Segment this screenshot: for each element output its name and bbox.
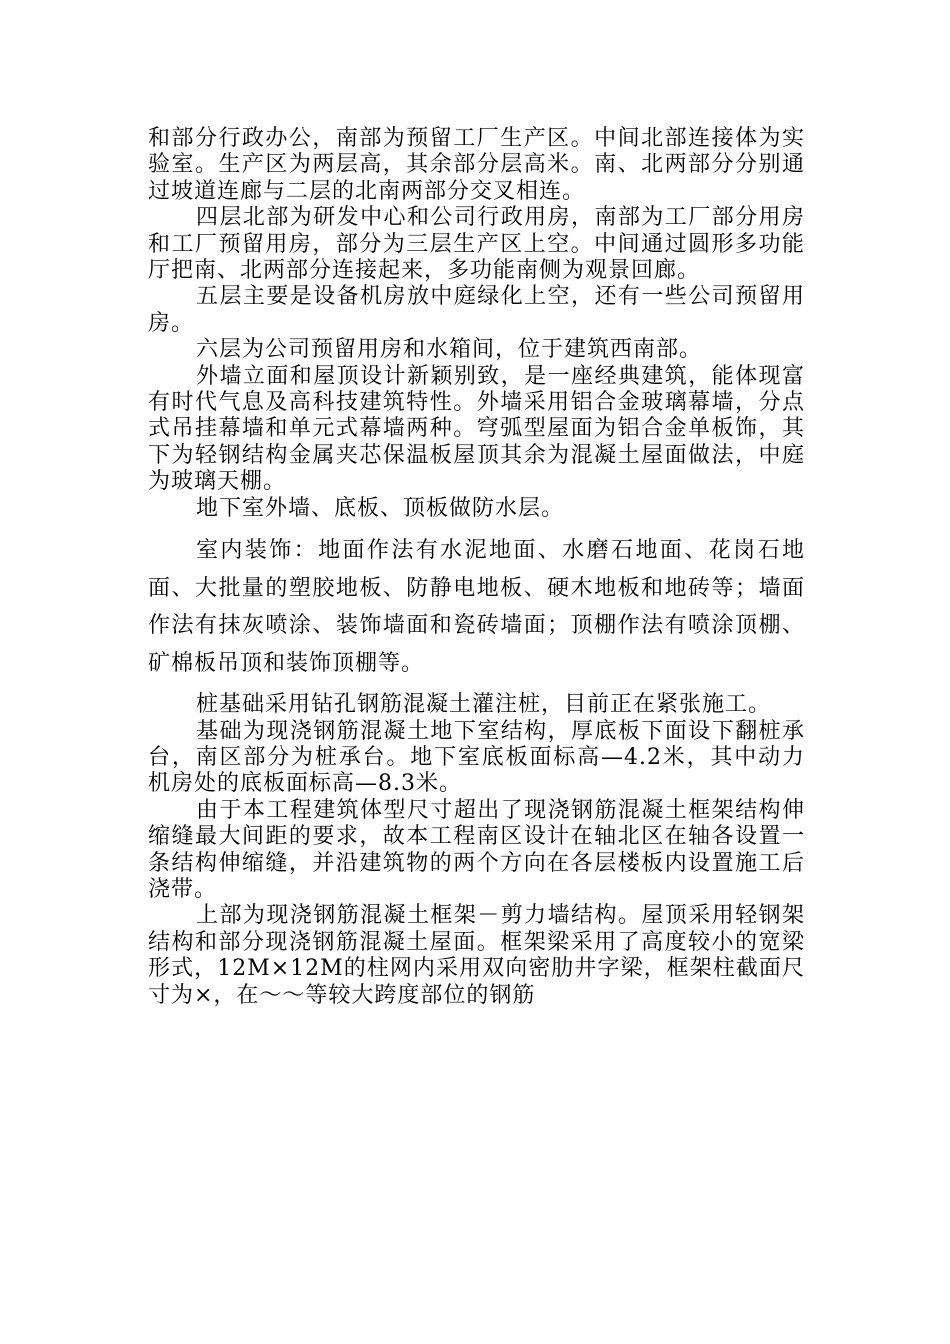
paragraph-1: 和部分行政办公，南部为预留工厂生产区。中间北部连接体为实验室。生产区为两层高，其余部分层高米。南、北两部分分别通过坡道连廊与二层的北南两部分交叉相连。 <box>148 126 805 204</box>
paragraph-3: 五层主要是设备机房放中庭绿化上空，还有一些公司预留用房。 <box>148 284 805 336</box>
paragraph-9: 基础为现浇钢筋混凝土地下室结构，厚底板下面设下翻桩承台，南区部分为桩承台。地下室底板面标高—4.2米，其中动力机房处的底板面标高—8.3米。 <box>148 718 805 797</box>
paragraph-10: 由于本工程建筑体型尺寸超出了现浇钢筋混凝土框架结构伸缩缝最大间距的要求，故本工程南区设计在轴北区在轴各设置一条结构伸缩缝，并沿建筑物的两个方向在各层楼板内设置施工后浇带。 <box>148 797 805 902</box>
paragraph-11: 上部为现浇钢筋混凝土框架－剪力墙结构。屋顶采用轻钢架结构和部分现浇钢筋混凝土屋面。框架梁采用了高度较小的宽梁形式，12M×12M的柱网内采用双向密肋井字梁，框架柱截面尺寸为×，在～～等较大跨度部位的钢筋 <box>148 903 805 1008</box>
document-page <box>148 126 805 1009</box>
paragraph-8: 桩基础采用钻孔钢筋混凝土灌注桩，目前正在紧张施工。 <box>196 692 772 718</box>
paragraph-7-interior-decoration: 室内装饰：地面作法有水泥地面、水磨石地面、花岗石地面、大批量的塑胶地板、防静电地板、硬木地板和地砖等；墙面作法有抹灰喷涂、装饰墙面和瓷砖墙面；顶棚作法有喷涂顶棚、矿棉板吊顶和装饰顶棚等。 <box>148 538 805 676</box>
paragraph-4: 六层为公司预留用房和水箱间，位于建筑西南部。 <box>196 337 703 363</box>
paragraph-5: 外墙立面和屋顶设计新颖别致，是一座经典建筑，能体现富有时代气息及高科技建筑特性。外墙采用铝合金玻璃幕墙，分点式吊挂幕墙和单元式幕墙两种。穹弧型屋面为铝合金单板饰，其下为轻钢结构金属夹芯保温板屋顶其余为混凝土屋面做法，中庭为玻璃天棚。 <box>148 363 805 495</box>
paragraph-6: 地下室外墙、底板、顶板做防水层。 <box>196 495 565 521</box>
paragraph-2: 四层北部为研发中心和公司行政用房，南部为工厂部分用房和工厂预留用房，部分为三层生产区上空。中间通过圆形多功能厅把南、北两部分连接起来，多功能南侧为观景回廊。 <box>148 205 805 284</box>
